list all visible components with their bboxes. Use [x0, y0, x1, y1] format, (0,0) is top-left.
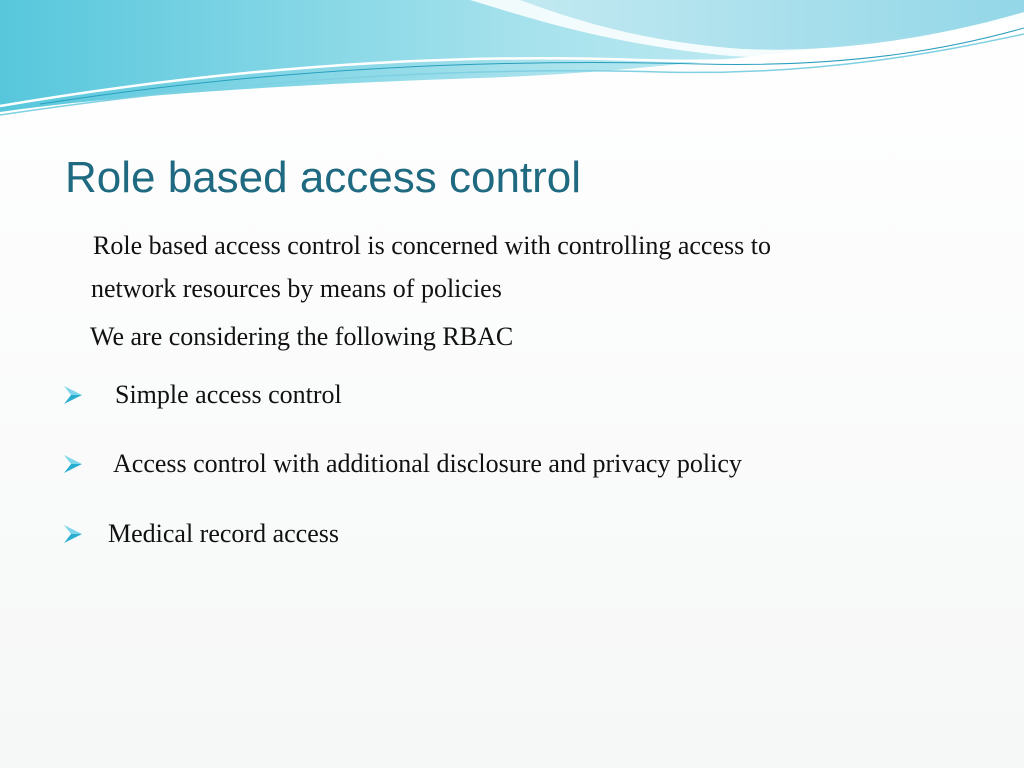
arrowhead-bullet-icon	[62, 384, 84, 406]
intro-paragraph	[93, 224, 771, 310]
bullet-text: Medical record access	[108, 519, 339, 548]
wave-decoration	[0, 0, 1024, 130]
rbac-intro-paragraph: We are considering the following RBAC	[90, 322, 514, 351]
intro-line-2: network resources by means of policies	[91, 274, 502, 303]
bullet-item	[62, 519, 339, 549]
slide-title: Role based access control	[65, 153, 582, 202]
intro-line-1: Role based access control is concerned with controlling access to	[93, 231, 771, 260]
arrowhead-bullet-icon	[62, 453, 84, 475]
bullet-item	[62, 380, 342, 410]
bullet-item	[62, 449, 742, 479]
bullet-text: Access control with additional disclosure and privacy policy	[113, 449, 742, 478]
arrowhead-bullet-icon	[62, 523, 84, 545]
bullet-text: Simple access control	[115, 380, 342, 409]
